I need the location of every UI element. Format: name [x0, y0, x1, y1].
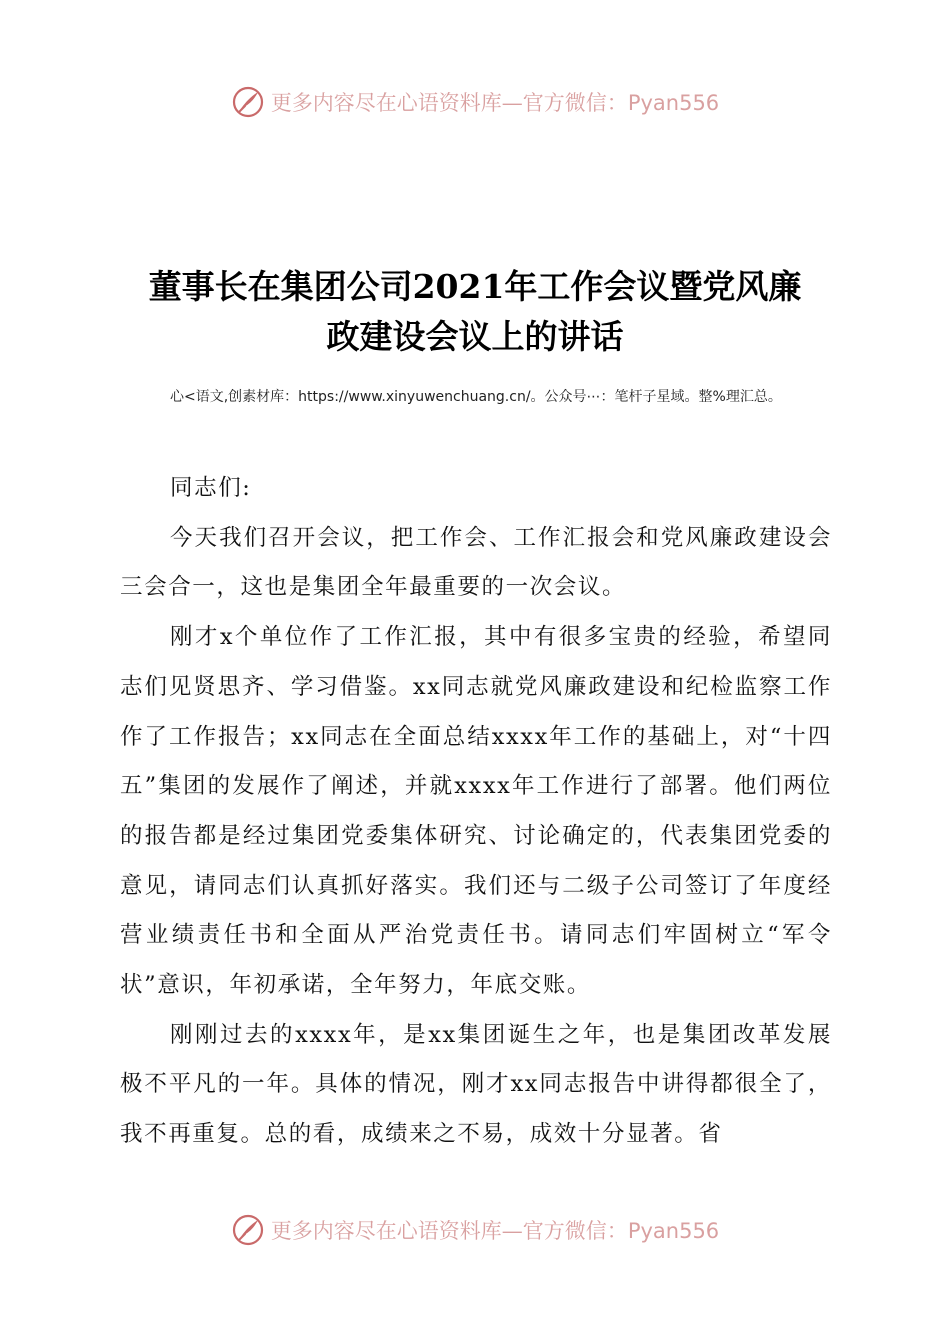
paragraph: 刚才x个单位作了工作汇报，其中有很多宝贵的经验，希望同志们见贤思齐、学习借鉴。xx同志就党风廉政建设和纪检监察工作作了工作报告；xx同志在全面总结xxxx年工作的基础上，对“十四五”集团的发展作了阐述，并就xxxx年工作进行了部署。他们两位的报告都是经过集团党委集体研究、讨论确定的，代表集团党委的意见，请同志们认真抓好落实。我们还与二级子公司签订了年度经营业绩责任书和全面从严治党责任书。请同志们牢固树立“军令状”意识，年初承诺，全年努力，年底交账。 [120, 624, 832, 999]
document-body [120, 464, 832, 1160]
banner-text: 更多内容尽在心语资料库—官方微信：Pyan556 [270, 91, 720, 115]
paragraph: 今天我们召开会议，把工作会、工作汇报会和党风廉政建设会三会合一，这也是集团全年最重要的一次会议。 [120, 524, 832, 601]
paragraph-salutation: 同志们: [170, 475, 252, 501]
title-line-2: 政建设会议上的讲话 [326, 317, 624, 356]
footer-watermark-banner [0, 1210, 950, 1250]
quill-logo-icon [231, 85, 265, 119]
wechat-id: Pyan556 [627, 91, 720, 115]
banner-text: 更多内容尽在心语资料库—官方微信：Pyan556 [270, 1219, 720, 1243]
wechat-id: Pyan556 [627, 1219, 720, 1243]
paragraph: 刚刚过去的xxxx年，是xx集团诞生之年，也是集团改革发展极不平凡的一年。具体的情况，刚才xx同志报告中讲得都很全了，我不再重复。总的看，成绩来之不易，成效十分显著。省 [120, 1021, 832, 1148]
quill-logo-icon [231, 1213, 265, 1247]
header-watermark-banner [0, 82, 950, 122]
title-line-1: 董事长在集团公司2021年工作会议暨党风廉 [148, 267, 802, 306]
document-title [100, 262, 850, 362]
source-note: 心<语文,创素材库：https://www.xinyuwenchuang.cn/。公众号⋯：笔杆子星域。整%理汇总。 [170, 389, 782, 405]
